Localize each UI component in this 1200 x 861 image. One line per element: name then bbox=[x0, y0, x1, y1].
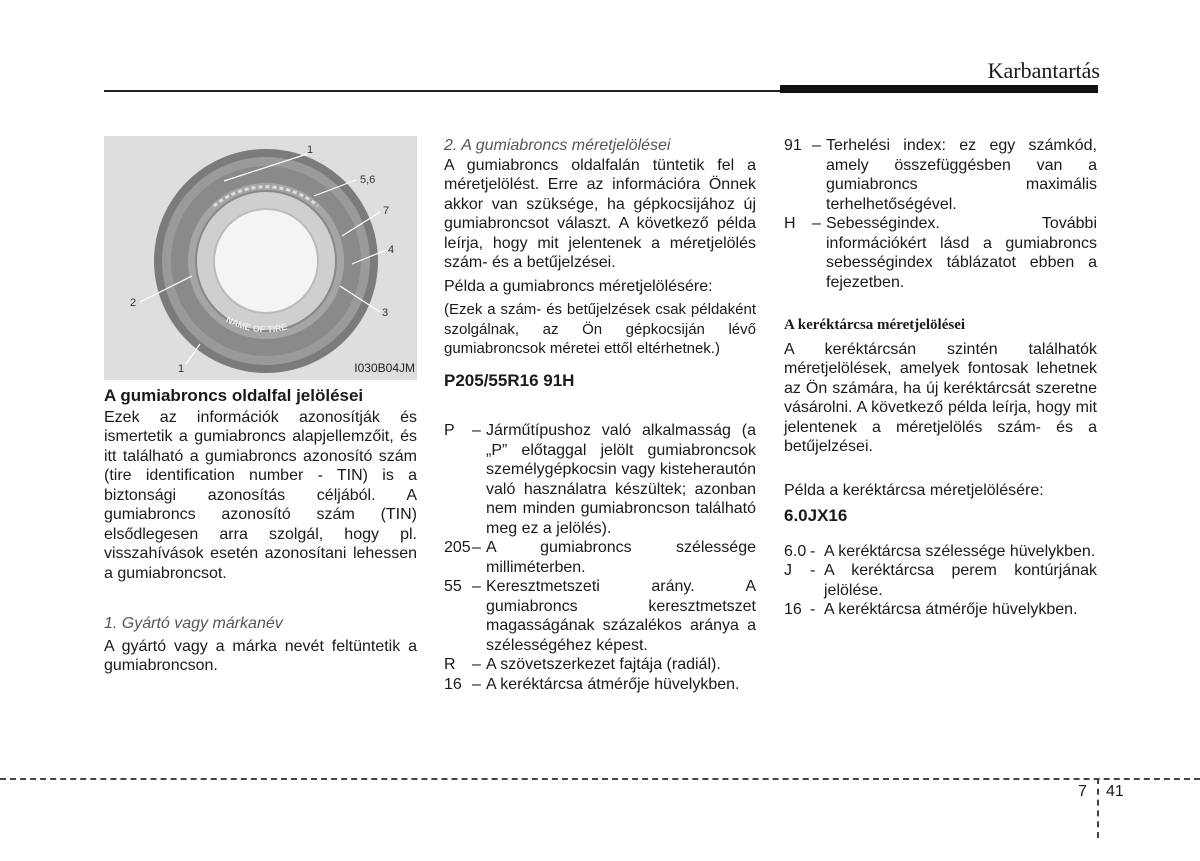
definition-item: 91 – Terhelési index: ez egy számkód, amely összefüggésben van a gumiabroncs maximális terhelhetőségével. bbox=[784, 137, 1097, 213]
tire-name-text: NAME OF TIRE bbox=[224, 314, 289, 335]
callout-5-6: 5,6 bbox=[360, 174, 376, 186]
callout-4: 4 bbox=[388, 244, 395, 256]
tire-size-code: P205/55R16 91H bbox=[444, 370, 575, 390]
rim-center bbox=[214, 209, 318, 313]
definition-item: 6.0 - A keréktárcsa szélessége hüvelykben. bbox=[784, 542, 1096, 560]
definition-item: 205 – A gumiabroncs szélessége milliméterben. bbox=[444, 539, 756, 576]
column-3 bbox=[784, 136, 1097, 620]
tire-size-definitions bbox=[444, 421, 756, 694]
manufacturer-subheading: 1. Gyártó vagy márkanév bbox=[104, 615, 283, 632]
definition-item: 16 - A keréktárcsa átmérője hüvelykben. bbox=[784, 601, 1078, 618]
tire-index-definitions bbox=[784, 136, 1097, 292]
definition-item: 55 – Keresztmetszeti arány. A gumiabroncs keresztmetszet magasságának százalékos aránya a szélességéhez képest. bbox=[444, 578, 756, 654]
column-1 bbox=[104, 136, 417, 676]
footer-dashed-divider bbox=[1097, 778, 1099, 838]
size-text: A gumiabroncs oldalfalán tüntetik fel a méretjelölést. Erre az információra Önnek akkor van szüksége, ha gépkocsijához új gumiabroncsot választ. A következő példa leírja, hogy mit jelentenek a méretjelölés szám- és a betűjelzései. bbox=[444, 156, 756, 271]
page-header-title: Karbantartás bbox=[987, 58, 1100, 83]
callout-1-bottom: 1 bbox=[178, 363, 185, 375]
tire-sidewall-figure bbox=[104, 136, 417, 380]
column-2 bbox=[444, 136, 756, 694]
manufacturer-text: A gyártó vagy a márka nevét feltüntetik a gumiabroncson. bbox=[104, 637, 417, 674]
figure-code: I030B04JM bbox=[354, 360, 415, 375]
size-example-note: (Ezek a szám- és betűjelzések csak példaként szolgálnak, az Ön gépkocsiján lévő gumiabroncsok méretei ettől eltérhetnek.) bbox=[444, 301, 756, 357]
sidewall-heading: A gumiabroncs oldalfal jelölései bbox=[104, 386, 364, 405]
rim-heading: A keréktárcsa méretjelölései bbox=[784, 317, 966, 333]
callout-2: 2 bbox=[130, 297, 137, 309]
callout-1-top: 1 bbox=[307, 144, 314, 156]
definition-item: H – Sebességindex. További információkért lásd a gumiabroncs sebességindex táblázatot ebben a fejezetben. bbox=[784, 215, 1097, 291]
rim-example-intro: Példa a keréktárcsa méretjelölésére: bbox=[784, 481, 1044, 499]
size-subheading: 2. A gumiabroncs méretjelölései bbox=[444, 137, 671, 154]
callout-3: 3 bbox=[382, 307, 389, 319]
sidewall-intro: Ezek az információk azonosítják és ismertetik a gumiabroncs alapjellemzőit, és itt található a gumiabroncs azonosító szám (tire identification number - TIN) is a biztonsági azonosítás céljából. A gumiabroncs azonosító szám (TIN) elsődlegesen arra szolgál, hogy pl. visszahívások esetén azonosítani lehessen a gumiabroncsot. bbox=[104, 408, 417, 582]
footer-dashed-rule bbox=[0, 778, 1200, 780]
header-rule-thin bbox=[104, 90, 784, 92]
size-example-intro: Példa a gumiabroncs méretjelölésére: bbox=[444, 277, 713, 295]
definition-item: P – Járműtípushoz való alkalmasság (a „P” előtaggal jelölt gumiabroncsok személygépkocsin vagy kisteherautón való használatra készültek; azonban nem minden gumiabroncson található meg ez a jelölés). bbox=[444, 422, 756, 537]
definition-item: 16 – A keréktárcsa átmérője hüvelykben. bbox=[444, 675, 740, 693]
definition-item: J - A keréktárcsa perem kontúrjának jelölése. bbox=[784, 562, 1097, 599]
definition-item: R – A szövetszerkezet fajtája (radiál). bbox=[444, 656, 721, 673]
header-rule-thick bbox=[780, 85, 1098, 93]
callout-7: 7 bbox=[383, 205, 390, 217]
rim-size-definitions bbox=[784, 542, 1097, 620]
page-number: 41 bbox=[1106, 783, 1124, 800]
chapter-number: 7 bbox=[1078, 783, 1087, 800]
rim-text: A keréktárcsán szintén találhatók méretjelölések, amelyek fontosak lehetnek az Ön számára, ha új keréktárcsát szeretne vásárolni. A következő példa leírja, hogy mit jelentenek a méretjelölés szám- és a betűjelzései. bbox=[784, 340, 1097, 455]
rim-size-code: 6.0JX16 bbox=[784, 506, 848, 525]
tire-illustration bbox=[104, 136, 417, 380]
